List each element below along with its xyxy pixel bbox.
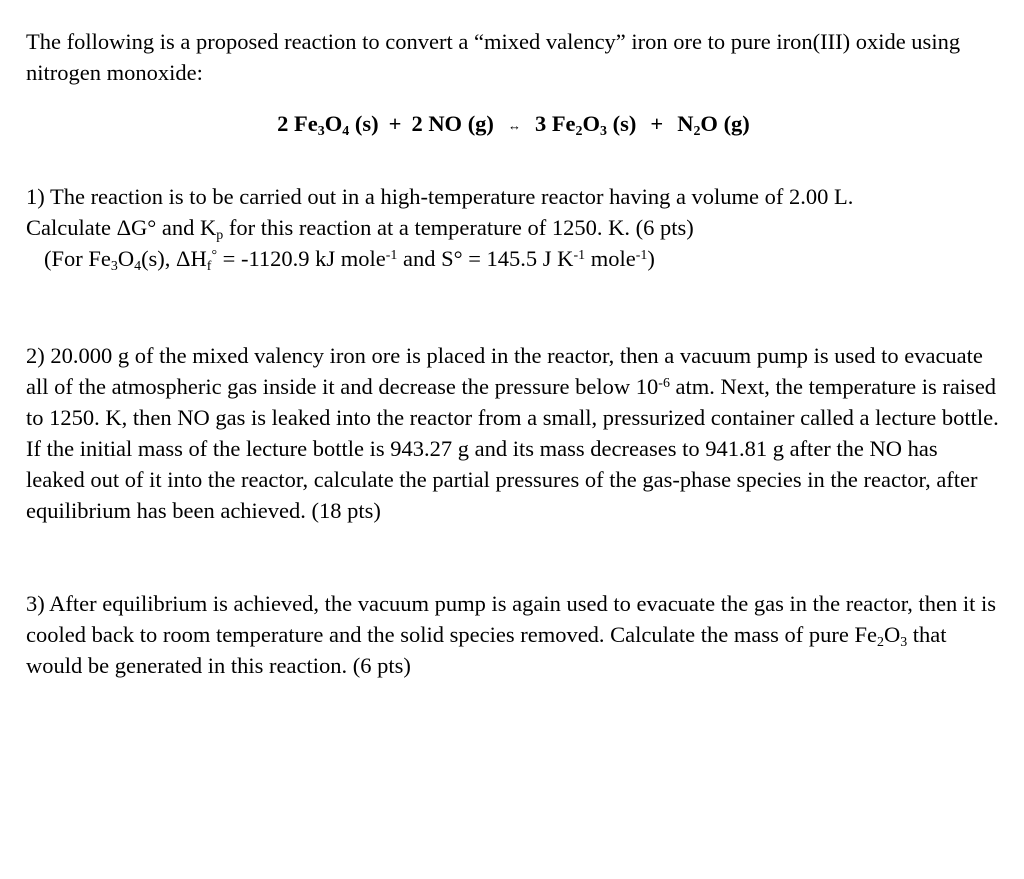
given-exp-2: -1: [573, 248, 586, 264]
given-o-subscript: 4: [134, 259, 142, 275]
reactant2-phase: (g): [467, 111, 494, 136]
given-dh: (s), ΔH: [141, 246, 207, 272]
question-1-line-1: 1) The reaction is to be carried out in a high-temperature reactor having a volume of 2.00 L.: [26, 184, 854, 210]
question-3-text-a: 3) After equilibrium is achieved, the vacuum pump is again used to evacuate the gas in the reactor, then it is cooled back to room temperature and the solid species removed. Calculate the mass of pure Fe: [26, 591, 997, 648]
pressure-exponent: -6: [658, 376, 670, 392]
product1-fe: Fe: [551, 111, 576, 136]
given-mole: mole: [585, 246, 636, 272]
question-3: [26, 588, 1001, 681]
given-o: O: [117, 246, 135, 272]
question-2-text-a: 2) 20.000 g of the mixed valency iron ore is placed in the reactor, then a vacuum pump is used to evacuate all of the atmospheric gas inside it and decrease the pressure below 10: [26, 343, 983, 400]
product1-phase: (s): [612, 111, 637, 136]
given-exp-3: -1: [635, 248, 648, 264]
product2-n-subscript: 2: [693, 123, 701, 139]
plus-sign-1: +: [388, 111, 402, 136]
calc-prefix: Calculate ΔG° and K: [26, 215, 217, 241]
product2-o: O: [700, 111, 718, 136]
given-fe-subscript: 3: [110, 259, 118, 275]
given-f-subscript: f: [206, 259, 212, 275]
reactant2-formula: NO: [428, 111, 463, 136]
given-exp-1: -1: [385, 248, 398, 264]
reactant1-fe: Fe: [294, 111, 318, 136]
reactant1-phase: (s): [354, 111, 379, 136]
reactant1-fe-subscript: 3: [317, 123, 325, 139]
product1-o-subscript: 3: [600, 123, 607, 139]
intro-paragraph: [26, 26, 1001, 88]
question-1-line-2: [26, 212, 1001, 243]
reactant1-o-subscript: 4: [342, 123, 350, 139]
question-3-text-b: that would be generated in this reaction. (6 pts): [26, 622, 947, 679]
question-2-text-b: atm. Next, the temperature is raised to 1250. K, then NO gas is leaked into the reactor from a small, pressurized container called a lecture bottle. If the initial mass of the lecture bottle is 943.27 g and its mass decreases to 941.81 g after the NO has leaked out of it into the reactor, calculate the partial pressures of the gas-phase species in the reactor, after equilibrium has been achieved. (18 pts): [26, 374, 999, 524]
document-page: [26, 26, 1001, 681]
given-open: (For Fe: [44, 246, 111, 272]
question-1-given-data: [26, 243, 1001, 274]
kp-subscript: p: [216, 228, 224, 244]
product2-phase: (g): [723, 111, 750, 136]
question-3-o: O: [883, 622, 901, 648]
calc-suffix: for this reaction at a temperature of 1250. K. (6 pts): [223, 215, 694, 241]
equilibrium-arrow-icon: ↔: [507, 118, 521, 134]
product2-n: N: [677, 111, 694, 136]
reaction-equation: [26, 108, 1001, 141]
plus-sign-2: +: [650, 111, 664, 136]
product1-o: O: [582, 111, 601, 136]
product1-coef: 3: [534, 111, 547, 136]
question-2: [26, 340, 1001, 526]
given-value-1: = -1120.9 kJ mole: [217, 246, 386, 272]
question-3-fe-subscript: 2: [876, 635, 884, 651]
reactant1-o: O: [324, 111, 343, 136]
question-3-o-subscript: 3: [900, 635, 908, 651]
given-close: ): [647, 246, 655, 272]
reactant2-coef: 2: [411, 111, 423, 136]
question-1: [26, 181, 1001, 274]
given-entropy: and S° = 145.5 J K: [397, 246, 574, 272]
given-degree-superscript: °: [211, 248, 218, 264]
product1-fe-subscript: 2: [575, 123, 583, 139]
intro-text: The following is a proposed reaction to convert a “mixed valency” iron ore to pure iron(III) oxide using nitrogen monoxide:: [26, 29, 961, 85]
reactant1-coef: 2: [277, 111, 289, 136]
